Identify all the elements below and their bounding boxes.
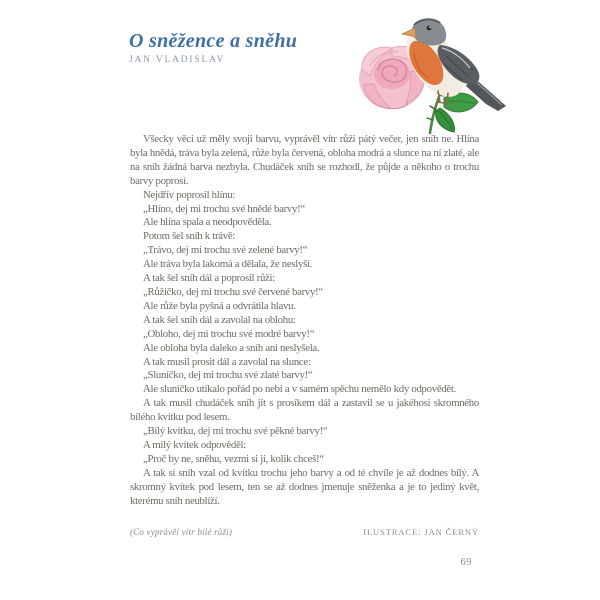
author-name: JAN VLADISLAV: [129, 55, 226, 65]
story-paragraph: „Proč by ne, sněhu, vezmi si jí, kolik chceš!“: [143, 452, 324, 465]
story-paragraph: Nejdřív poprosil hlínu:: [143, 188, 236, 201]
story-paragraph: A tak si sníh vzal od kvítku trochu jeho barvy a od té chvíle je až dodnes bílý. A skromný kvítek pod lesem, ten se až dodnes jmenuje sněženka a je to jediný květ, kterému sníh neublíží.: [130, 466, 479, 507]
story-paragraph: A tak musil prosit dál a zavolal na slunce:: [143, 355, 311, 368]
story-paragraph: „Trávo, dej mi trochu své zelené barvy!“: [143, 244, 308, 257]
story-paragraph: „Růžičko, dej mi trochu své červené barvy!“: [143, 285, 323, 298]
story-paragraph: Všecky věci už měly svoji barvu, vyprávěl vítr růži pátý večer, jen sníh ne. Hlína byla hnědá, tráva byla zelená, růže byla červená, obloha modrá a slunce na ní zlaté, ale na sníh žádná barva nezbyla. Chudáček sníh se rozhodl, že půjde a někoho o trochu barvy poprosí.: [130, 133, 479, 187]
illustration-credit: ILUSTRACE: JAN ČERNÝ: [363, 527, 479, 537]
page-number: 69: [460, 557, 472, 568]
story-paragraph: „Obloho, dej mi trochu své modré barvy!“: [143, 327, 315, 340]
page-footer: [130, 527, 479, 537]
story-body: [130, 133, 479, 508]
bird-on-rose-illustration: [352, 12, 528, 136]
story-paragraph: Ale tráva byla lakomá a dělala, že neslyší.: [143, 258, 313, 271]
story-paragraph: A tak šel sníh dál a zavolal na oblohu:: [143, 313, 296, 326]
story-header: [129, 30, 359, 65]
story-paragraph: „Bílý kvítku, dej mi trochu své pěkné barvy!“: [143, 425, 328, 438]
story-paragraph: „Hlíno, dej mi trochu své hnědé barvy!“: [143, 202, 305, 215]
story-paragraph: A milý kvítek odpověděl:: [143, 438, 246, 451]
story-paragraph: Potom šel sníh k trávě:: [143, 230, 236, 243]
story-paragraph: Ale růže byla pyšná a odvrátila hlavu.: [143, 299, 296, 312]
source-note: (Co vyprávěl vítr bílé růži): [130, 527, 233, 537]
story-paragraph: Ale hlína spala a neodpověděla.: [143, 216, 272, 229]
story-paragraph: Ale sluníčko utíkalo pořád po nebi a v samém spěchu nemělo kdy odpovědět.: [143, 383, 457, 396]
story-paragraph: „Sluníčko, dej mi trochu své zlaté barvy!“: [143, 369, 313, 382]
story-paragraph: Ale obloha byla daleko a sníh ani neslyšela.: [143, 341, 320, 354]
page-title: O sněžence a sněhu: [129, 30, 298, 52]
story-paragraph: A tak šel sníh dál a poprosil růži:: [143, 272, 275, 285]
story-paragraph: A tak musil chudáček sníh jít s prosíkem dál a zastavil se u jakéhosi skromného bílého kvítku pod lesem.: [130, 397, 479, 424]
